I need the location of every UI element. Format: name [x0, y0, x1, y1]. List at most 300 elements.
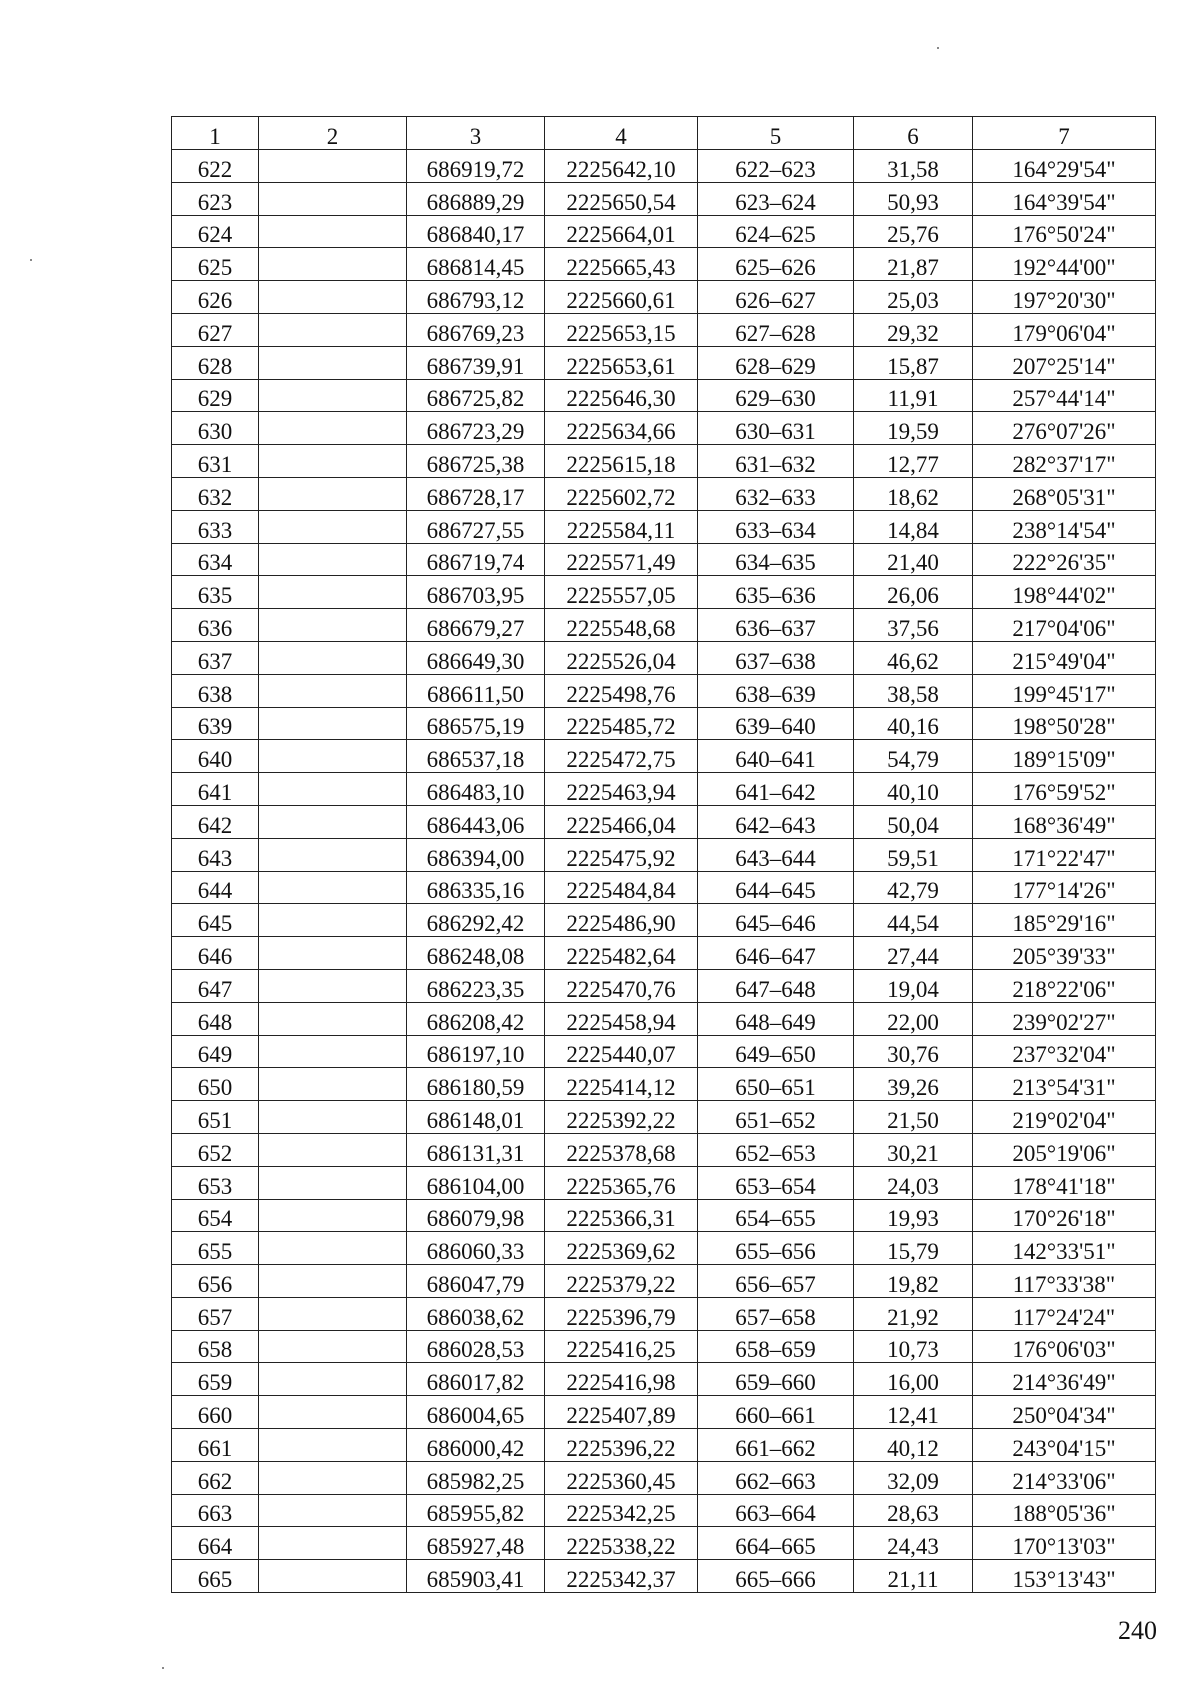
- cell-col-2: [259, 969, 407, 1002]
- cell-length: 19,04: [854, 969, 973, 1002]
- table-row: [172, 1396, 1156, 1429]
- cell-col-2: [259, 281, 407, 314]
- cell-point-number: 628: [172, 346, 259, 379]
- cell-length: 50,04: [854, 805, 973, 838]
- cell-bearing: 213°54'31": [973, 1068, 1156, 1101]
- cell-point-number: 635: [172, 576, 259, 609]
- scan-speck: [162, 1667, 164, 1669]
- table-row: [172, 248, 1156, 281]
- table-body: [172, 117, 1156, 1593]
- cell-segment: 652–653: [698, 1133, 854, 1166]
- cell-x-coordinate: 686483,10: [407, 773, 545, 806]
- cell-point-number: 622: [172, 150, 259, 183]
- cell-y-coordinate: 2225342,37: [545, 1560, 698, 1593]
- cell-segment: 661–662: [698, 1429, 854, 1462]
- table-row: [172, 1101, 1156, 1134]
- cell-point-number: 627: [172, 313, 259, 346]
- cell-x-coordinate: 686248,08: [407, 937, 545, 970]
- cell-x-coordinate: 685903,41: [407, 1560, 545, 1593]
- cell-x-coordinate: 686148,01: [407, 1101, 545, 1134]
- cell-segment: 642–643: [698, 805, 854, 838]
- cell-bearing: 198°44'02": [973, 576, 1156, 609]
- cell-x-coordinate: 686017,82: [407, 1363, 545, 1396]
- cell-length: 15,79: [854, 1232, 973, 1265]
- cell-bearing: 239°02'27": [973, 1002, 1156, 1035]
- cell-bearing: 7: [973, 117, 1156, 150]
- cell-x-coordinate: 685955,82: [407, 1494, 545, 1527]
- cell-segment: 663–664: [698, 1494, 854, 1527]
- table-row: [172, 1527, 1156, 1560]
- table-row: [172, 1265, 1156, 1298]
- scan-speck: [30, 259, 32, 261]
- table-row: [172, 707, 1156, 740]
- cell-point-number: 646: [172, 937, 259, 970]
- table-row: [172, 182, 1156, 215]
- cell-bearing: 197°20'30": [973, 281, 1156, 314]
- cell-length: 29,32: [854, 313, 973, 346]
- cell-bearing: 164°29'54": [973, 150, 1156, 183]
- cell-x-coordinate: 685927,48: [407, 1527, 545, 1560]
- cell-point-number: 637: [172, 641, 259, 674]
- cell-point-number: 656: [172, 1265, 259, 1298]
- cell-y-coordinate: 2225360,45: [545, 1461, 698, 1494]
- cell-length: 21,87: [854, 248, 973, 281]
- table-row: [172, 1133, 1156, 1166]
- cell-x-coordinate: 686047,79: [407, 1265, 545, 1298]
- cell-point-number: 650: [172, 1068, 259, 1101]
- cell-col-2: [259, 576, 407, 609]
- cell-point-number: 636: [172, 609, 259, 642]
- cell-segment: 5: [698, 117, 854, 150]
- cell-y-coordinate: 2225482,64: [545, 937, 698, 970]
- cell-length: 42,79: [854, 871, 973, 904]
- table-row: [172, 1002, 1156, 1035]
- cell-length: 10,73: [854, 1330, 973, 1363]
- cell-length: 15,87: [854, 346, 973, 379]
- cell-length: 25,76: [854, 215, 973, 248]
- cell-bearing: 243°04'15": [973, 1429, 1156, 1462]
- cell-col-2: [259, 1297, 407, 1330]
- cell-y-coordinate: 2225653,15: [545, 313, 698, 346]
- cell-bearing: 205°39'33": [973, 937, 1156, 970]
- cell-bearing: 199°45'17": [973, 674, 1156, 707]
- cell-length: 21,50: [854, 1101, 973, 1134]
- cell-point-number: 629: [172, 379, 259, 412]
- cell-point-number: 660: [172, 1396, 259, 1429]
- cell-col-2: [259, 805, 407, 838]
- cell-segment: 633–634: [698, 510, 854, 543]
- cell-segment: 658–659: [698, 1330, 854, 1363]
- cell-col-2: [259, 379, 407, 412]
- cell-x-coordinate: 686725,82: [407, 379, 545, 412]
- cell-col-2: [259, 1265, 407, 1298]
- cell-segment: 631–632: [698, 445, 854, 478]
- cell-x-coordinate: 686611,50: [407, 674, 545, 707]
- cell-bearing: 178°41'18": [973, 1166, 1156, 1199]
- cell-col-2: [259, 1199, 407, 1232]
- table-row: [172, 1461, 1156, 1494]
- cell-x-coordinate: 686197,10: [407, 1035, 545, 1068]
- cell-y-coordinate: 2225416,25: [545, 1330, 698, 1363]
- cell-bearing: 177°14'26": [973, 871, 1156, 904]
- cell-length: 14,84: [854, 510, 973, 543]
- cell-segment: 630–631: [698, 412, 854, 445]
- cell-bearing: 257°44'14": [973, 379, 1156, 412]
- table-row: [172, 740, 1156, 773]
- cell-y-coordinate: 2225407,89: [545, 1396, 698, 1429]
- cell-x-coordinate: 686104,00: [407, 1166, 545, 1199]
- cell-length: 40,10: [854, 773, 973, 806]
- cell-bearing: 117°24'24": [973, 1297, 1156, 1330]
- cell-bearing: 153°13'43": [973, 1560, 1156, 1593]
- cell-y-coordinate: 2225526,04: [545, 641, 698, 674]
- cell-col-2: [259, 346, 407, 379]
- table-row: [172, 1068, 1156, 1101]
- cell-x-coordinate: 686769,23: [407, 313, 545, 346]
- cell-length: 38,58: [854, 674, 973, 707]
- cell-segment: 639–640: [698, 707, 854, 740]
- cell-point-number: 658: [172, 1330, 259, 1363]
- cell-length: 24,03: [854, 1166, 973, 1199]
- cell-point-number: 654: [172, 1199, 259, 1232]
- cell-bearing: 217°04'06": [973, 609, 1156, 642]
- cell-y-coordinate: 2225342,25: [545, 1494, 698, 1527]
- cell-y-coordinate: 2225414,12: [545, 1068, 698, 1101]
- cell-length: 21,40: [854, 543, 973, 576]
- table-row: [172, 1560, 1156, 1593]
- cell-x-coordinate: 686703,95: [407, 576, 545, 609]
- cell-bearing: 117°33'38": [973, 1265, 1156, 1298]
- cell-point-number: 645: [172, 904, 259, 937]
- cell-segment: 645–646: [698, 904, 854, 937]
- cell-bearing: 222°26'35": [973, 543, 1156, 576]
- cell-point-number: 631: [172, 445, 259, 478]
- table-row: [172, 412, 1156, 445]
- cell-x-coordinate: 686079,98: [407, 1199, 545, 1232]
- cell-segment: 655–656: [698, 1232, 854, 1265]
- cell-point-number: 653: [172, 1166, 259, 1199]
- cell-point-number: 664: [172, 1527, 259, 1560]
- cell-point-number: 657: [172, 1297, 259, 1330]
- cell-length: 25,03: [854, 281, 973, 314]
- page-number: 240: [1118, 1616, 1157, 1645]
- table-row: [172, 1363, 1156, 1396]
- cell-x-coordinate: 686292,42: [407, 904, 545, 937]
- cell-segment: 651–652: [698, 1101, 854, 1134]
- cell-point-number: 643: [172, 838, 259, 871]
- cell-col-2: [259, 1133, 407, 1166]
- cell-col-2: [259, 1232, 407, 1265]
- table-row: [172, 150, 1156, 183]
- cell-length: 32,09: [854, 1461, 973, 1494]
- cell-point-number: 638: [172, 674, 259, 707]
- cell-x-coordinate: 686335,16: [407, 871, 545, 904]
- cell-col-2: [259, 1527, 407, 1560]
- cell-y-coordinate: 2225440,07: [545, 1035, 698, 1068]
- cell-point-number: 640: [172, 740, 259, 773]
- table-row: [172, 1494, 1156, 1527]
- cell-length: 27,44: [854, 937, 973, 970]
- cell-length: 19,93: [854, 1199, 973, 1232]
- cell-y-coordinate: 2225484,84: [545, 871, 698, 904]
- cell-bearing: 176°06'03": [973, 1330, 1156, 1363]
- cell-segment: 648–649: [698, 1002, 854, 1035]
- cell-x-coordinate: 686000,42: [407, 1429, 545, 1462]
- cell-y-coordinate: 2225634,66: [545, 412, 698, 445]
- cell-y-coordinate: 2225338,22: [545, 1527, 698, 1560]
- cell-length: 21,92: [854, 1297, 973, 1330]
- cell-col-2: [259, 412, 407, 445]
- cell-bearing: 168°36'49": [973, 805, 1156, 838]
- table-row: [172, 871, 1156, 904]
- cell-y-coordinate: 2225660,61: [545, 281, 698, 314]
- cell-segment: 629–630: [698, 379, 854, 412]
- table-row: [172, 445, 1156, 478]
- cell-x-coordinate: 686180,59: [407, 1068, 545, 1101]
- cell-col-2: [259, 150, 407, 183]
- cell-y-coordinate: 2225466,04: [545, 805, 698, 838]
- cell-y-coordinate: 2225378,68: [545, 1133, 698, 1166]
- cell-length: 18,62: [854, 477, 973, 510]
- cell-bearing: 142°33'51": [973, 1232, 1156, 1265]
- cell-bearing: 176°50'24": [973, 215, 1156, 248]
- cell-length: 12,41: [854, 1396, 973, 1429]
- cell-y-coordinate: 2225463,94: [545, 773, 698, 806]
- cell-col-2: [259, 510, 407, 543]
- cell-bearing: 282°37'17": [973, 445, 1156, 478]
- cell-x-coordinate: 686208,42: [407, 1002, 545, 1035]
- cell-y-coordinate: 4: [545, 117, 698, 150]
- cell-length: 12,77: [854, 445, 973, 478]
- cell-col-2: [259, 1560, 407, 1593]
- cell-point-number: 659: [172, 1363, 259, 1396]
- cell-col-2: [259, 182, 407, 215]
- cell-point-number: 634: [172, 543, 259, 576]
- cell-point-number: 663: [172, 1494, 259, 1527]
- cell-bearing: 164°39'54": [973, 182, 1156, 215]
- cell-length: 37,56: [854, 609, 973, 642]
- cell-col-2: [259, 641, 407, 674]
- cell-col-2: [259, 1429, 407, 1462]
- cell-length: 39,26: [854, 1068, 973, 1101]
- cell-bearing: 219°02'04": [973, 1101, 1156, 1134]
- cell-segment: 659–660: [698, 1363, 854, 1396]
- cell-point-number: 662: [172, 1461, 259, 1494]
- cell-col-2: [259, 707, 407, 740]
- cell-segment: 656–657: [698, 1265, 854, 1298]
- cell-y-coordinate: 2225485,72: [545, 707, 698, 740]
- cell-col-2: [259, 773, 407, 806]
- cell-col-2: [259, 1363, 407, 1396]
- cell-bearing: 185°29'16": [973, 904, 1156, 937]
- cell-x-coordinate: 686028,53: [407, 1330, 545, 1363]
- cell-length: 54,79: [854, 740, 973, 773]
- cell-segment: 647–648: [698, 969, 854, 1002]
- table-row: [172, 773, 1156, 806]
- cell-x-coordinate: 686038,62: [407, 1297, 545, 1330]
- cell-y-coordinate: 2225379,22: [545, 1265, 698, 1298]
- cell-bearing: 198°50'28": [973, 707, 1156, 740]
- cell-x-coordinate: 686727,55: [407, 510, 545, 543]
- cell-col-2: [259, 477, 407, 510]
- table-row: [172, 1232, 1156, 1265]
- cell-col-2: [259, 1101, 407, 1134]
- table-row: [172, 1429, 1156, 1462]
- cell-point-number: 630: [172, 412, 259, 445]
- cell-length: 16,00: [854, 1363, 973, 1396]
- cell-bearing: 276°07'26": [973, 412, 1156, 445]
- cell-col-2: [259, 1002, 407, 1035]
- cell-bearing: 207°25'14": [973, 346, 1156, 379]
- table-row: [172, 937, 1156, 970]
- cell-length: 26,06: [854, 576, 973, 609]
- cell-segment: 628–629: [698, 346, 854, 379]
- table-row: [172, 1035, 1156, 1068]
- cell-col-2: [259, 609, 407, 642]
- cell-point-number: 642: [172, 805, 259, 838]
- table-row: [172, 346, 1156, 379]
- cell-y-coordinate: 2225571,49: [545, 543, 698, 576]
- coordinates-table: [171, 116, 1156, 1593]
- cell-segment: 649–650: [698, 1035, 854, 1068]
- cell-segment: 641–642: [698, 773, 854, 806]
- cell-length: 30,21: [854, 1133, 973, 1166]
- cell-segment: 665–666: [698, 1560, 854, 1593]
- cell-y-coordinate: 2225472,75: [545, 740, 698, 773]
- cell-y-coordinate: 2225548,68: [545, 609, 698, 642]
- cell-length: 21,11: [854, 1560, 973, 1593]
- cell-x-coordinate: 686919,72: [407, 150, 545, 183]
- table-row: [172, 641, 1156, 674]
- cell-length: 44,54: [854, 904, 973, 937]
- cell-x-coordinate: 685982,25: [407, 1461, 545, 1494]
- cell-x-coordinate: 686679,27: [407, 609, 545, 642]
- cell-segment: 637–638: [698, 641, 854, 674]
- cell-x-coordinate: 686649,30: [407, 641, 545, 674]
- table-row: [172, 1199, 1156, 1232]
- cell-bearing: 205°19'06": [973, 1133, 1156, 1166]
- cell-x-coordinate: 686889,29: [407, 182, 545, 215]
- table-row: [172, 1330, 1156, 1363]
- cell-segment: 660–661: [698, 1396, 854, 1429]
- table-row: [172, 576, 1156, 609]
- cell-x-coordinate: 686739,91: [407, 346, 545, 379]
- cell-bearing: 268°05'31": [973, 477, 1156, 510]
- cell-x-coordinate: 686394,00: [407, 838, 545, 871]
- cell-bearing: 250°04'34": [973, 1396, 1156, 1429]
- cell-segment: 643–644: [698, 838, 854, 871]
- cell-segment: 638–639: [698, 674, 854, 707]
- table-row: [172, 1166, 1156, 1199]
- cell-point-number: 633: [172, 510, 259, 543]
- table-row: [172, 674, 1156, 707]
- cell-point-number: 624: [172, 215, 259, 248]
- cell-bearing: 179°06'04": [973, 313, 1156, 346]
- cell-segment: 644–645: [698, 871, 854, 904]
- cell-col-2: [259, 904, 407, 937]
- cell-bearing: 214°33'06": [973, 1461, 1156, 1494]
- cell-segment: 624–625: [698, 215, 854, 248]
- cell-y-coordinate: 2225498,76: [545, 674, 698, 707]
- cell-bearing: 170°13'03": [973, 1527, 1156, 1560]
- cell-segment: 623–624: [698, 182, 854, 215]
- cell-segment: 635–636: [698, 576, 854, 609]
- cell-y-coordinate: 2225665,43: [545, 248, 698, 281]
- cell-length: 19,59: [854, 412, 973, 445]
- cell-y-coordinate: 2225615,18: [545, 445, 698, 478]
- cell-y-coordinate: 2225396,22: [545, 1429, 698, 1462]
- cell-y-coordinate: 2225664,01: [545, 215, 698, 248]
- cell-col-2: [259, 543, 407, 576]
- cell-segment: 653–654: [698, 1166, 854, 1199]
- cell-length: 11,91: [854, 379, 973, 412]
- cell-segment: 634–635: [698, 543, 854, 576]
- cell-y-coordinate: 2225475,92: [545, 838, 698, 871]
- cell-length: 24,43: [854, 1527, 973, 1560]
- cell-y-coordinate: 2225458,94: [545, 1002, 698, 1035]
- cell-col-2: [259, 1330, 407, 1363]
- cell-segment: 632–633: [698, 477, 854, 510]
- table-row: [172, 1297, 1156, 1330]
- cell-col-2: [259, 937, 407, 970]
- cell-y-coordinate: 2225486,90: [545, 904, 698, 937]
- cell-x-coordinate: 686537,18: [407, 740, 545, 773]
- cell-length: 40,16: [854, 707, 973, 740]
- cell-point-number: 632: [172, 477, 259, 510]
- table-row: [172, 281, 1156, 314]
- cell-segment: 627–628: [698, 313, 854, 346]
- cell-point-number: 661: [172, 1429, 259, 1462]
- cell-col-2: [259, 215, 407, 248]
- table-row: [172, 215, 1156, 248]
- cell-segment: 662–663: [698, 1461, 854, 1494]
- cell-bearing: 189°15'09": [973, 740, 1156, 773]
- cell-col-2: [259, 313, 407, 346]
- cell-y-coordinate: 2225470,76: [545, 969, 698, 1002]
- cell-col-2: [259, 1068, 407, 1101]
- cell-segment: 657–658: [698, 1297, 854, 1330]
- cell-y-coordinate: 2225646,30: [545, 379, 698, 412]
- cell-length: 59,51: [854, 838, 973, 871]
- cell-col-2: [259, 1035, 407, 1068]
- cell-point-number: 655: [172, 1232, 259, 1265]
- table-row: [172, 477, 1156, 510]
- cell-y-coordinate: 2225653,61: [545, 346, 698, 379]
- cell-point-number: 641: [172, 773, 259, 806]
- cell-col-2: [259, 248, 407, 281]
- cell-y-coordinate: 2225557,05: [545, 576, 698, 609]
- cell-col-2: [259, 871, 407, 904]
- cell-y-coordinate: 2225392,22: [545, 1101, 698, 1134]
- cell-segment: 640–641: [698, 740, 854, 773]
- cell-segment: 646–647: [698, 937, 854, 970]
- cell-point-number: 647: [172, 969, 259, 1002]
- cell-length: 22,00: [854, 1002, 973, 1035]
- cell-bearing: 170°26'18": [973, 1199, 1156, 1232]
- cell-length: 40,12: [854, 1429, 973, 1462]
- cell-x-coordinate: 686575,19: [407, 707, 545, 740]
- cell-x-coordinate: 686723,29: [407, 412, 545, 445]
- cell-col-2: [259, 1494, 407, 1527]
- cell-col-2: [259, 740, 407, 773]
- cell-point-number: 639: [172, 707, 259, 740]
- cell-segment: 664–665: [698, 1527, 854, 1560]
- cell-y-coordinate: 2225416,98: [545, 1363, 698, 1396]
- table-row: [172, 969, 1156, 1002]
- table-row: [172, 379, 1156, 412]
- cell-x-coordinate: 686814,45: [407, 248, 545, 281]
- cell-point-number: 1: [172, 117, 259, 150]
